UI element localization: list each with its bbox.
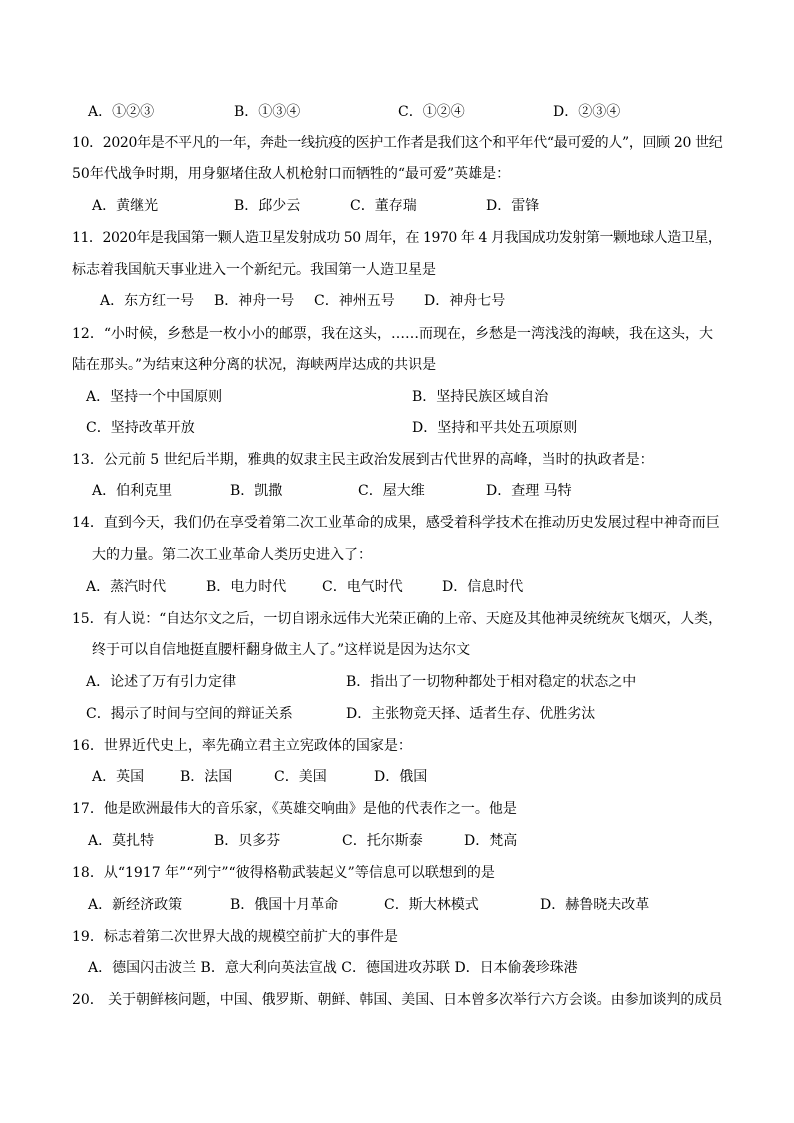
- options-line[interactable]: A．德国闪击波兰 B．意大利向英法宣战 C．德国进攻苏联 D．日本偷袭珍珠港: [88, 960, 578, 976]
- question-stem-continued: 50年代战争时期，用身躯堵住敌人机枪射口而牺牲的“最可爱”英雄是：: [72, 166, 511, 182]
- question-stem: 16．世界近代史上，率先确立君主立宪政体的国家是：: [72, 738, 412, 754]
- option-c[interactable]: C．屋大维: [358, 483, 425, 499]
- question-stem-continued: 终于可以自信地挺直腰杆翻身做主人了。”这样说是因为达尔文: [92, 642, 471, 658]
- option-d[interactable]: D．坚持和平共处五项原则: [412, 420, 578, 436]
- option-b[interactable]: B．贝多芬: [214, 833, 281, 849]
- option-a[interactable]: A．蒸汽时代: [86, 579, 167, 595]
- question-stem-continued: 标志着我国航天事业进入一个新纪元。我国第一人造卫星是: [72, 262, 436, 278]
- option-d[interactable]: D．神舟七号: [424, 293, 506, 309]
- option-c[interactable]: C．揭示了时间与空间的辩证关系: [86, 706, 293, 722]
- question-stem: 11．2020年是我国第一颗人造卫星发射成功 50 周年，在 1970 年 4 月我国成功发射第一颗地球人造卫星，: [72, 230, 722, 246]
- option-a[interactable]: A．论述了万有引力定律: [86, 674, 237, 690]
- option-b[interactable]: B．神舟一号: [214, 293, 295, 309]
- question-stem: 15．有人说：“自达尔文之后，一切自诩永远伟大光荣正确的上帝、天庭及其他神灵统统灰飞烟灭，人类，: [72, 611, 722, 627]
- option-a[interactable]: A．英国: [92, 769, 145, 785]
- option-c[interactable]: C．美国: [274, 769, 327, 785]
- option-c[interactable]: C．神州五号: [314, 293, 395, 309]
- option-d[interactable]: D．信息时代: [442, 579, 524, 595]
- question-stem: 17．他是欧洲最伟大的音乐家，《英雄交响曲》是他的代表作之一。他是: [72, 801, 517, 817]
- question-stem: 18．从“1917 年”“列宁”“彼得格勒武装起义”等信息可以联想到的是: [72, 865, 495, 881]
- question-stem-continued: 陆在那头。”为结束这种分离的状况，海峡两岸达成的共识是: [72, 357, 437, 373]
- option-d[interactable]: D．梵高: [464, 833, 518, 849]
- option-a[interactable]: A．①②③: [88, 104, 155, 120]
- question-stem: 10．2020年是不平凡的一年，奔赴一线抗疫的医护工作者是我们这个和平年代“最可爱的人”，回顾 20 世纪: [72, 135, 723, 151]
- option-c[interactable]: C．董存瑞: [350, 198, 417, 214]
- option-d[interactable]: D．主张物竞天择、适者生存、优胜劣汰: [346, 706, 596, 722]
- option-c[interactable]: C．①②④: [398, 104, 465, 120]
- option-d[interactable]: D．雷锋: [486, 198, 540, 214]
- option-a[interactable]: A．伯利克里: [92, 483, 173, 499]
- option-c[interactable]: C．托尔斯泰: [342, 833, 423, 849]
- option-b[interactable]: B．指出了一切物种都处于相对稳定的状态之中: [346, 674, 637, 690]
- question-stem: 19．标志着第二次世界大战的规模空前扩大的事件是: [72, 929, 398, 945]
- option-a[interactable]: A．坚持一个中国原则: [86, 389, 223, 405]
- option-d[interactable]: D．查理 马特: [486, 483, 572, 499]
- option-b[interactable]: B．电力时代: [206, 579, 287, 595]
- option-c[interactable]: C．坚持改革开放: [86, 420, 195, 436]
- option-b[interactable]: B．法国: [180, 769, 233, 785]
- question-stem: 20． 关于朝鲜核问题，中国、俄罗斯、朝鲜、韩国、美国、日本曾多次举行六方会谈。由参加谈判的成员: [72, 992, 723, 1008]
- option-b[interactable]: B．凯撒: [230, 483, 283, 499]
- option-a[interactable]: A．黄继光: [92, 198, 159, 214]
- question-stem: 13．公元前 5 世纪后半期，雅典的奴隶主民主政治发展到古代世界的高峰，当时的执政者是：: [72, 452, 654, 468]
- option-d[interactable]: D．②③④: [553, 104, 621, 120]
- question-stem-continued: 大的力量。第二次工业革命人类历史进入了：: [92, 547, 372, 563]
- question-stem: 14．直到今天，我们仍在享受着第二次工业革命的成果，感受着科学技术在推动历史发展过程中神奇而巨: [72, 515, 720, 531]
- option-d[interactable]: D．俄国: [374, 769, 428, 785]
- option-a[interactable]: A．莫扎特: [88, 833, 155, 849]
- option-b[interactable]: B．邱少云: [234, 198, 301, 214]
- option-c[interactable]: C．电气时代: [322, 579, 403, 595]
- option-a[interactable]: A．新经济政策: [88, 897, 183, 913]
- question-stem: 12．“小时候，乡愁是一枚小小的邮票，我在这头，……而现在，乡愁是一湾浅浅的海峡，我在这头，大: [72, 326, 713, 342]
- option-d[interactable]: D．赫鲁晓夫改革: [540, 897, 650, 913]
- option-b[interactable]: B．①③④: [234, 104, 301, 120]
- option-a[interactable]: A．东方红一号: [100, 293, 195, 309]
- option-b[interactable]: B．坚持民族区域自治: [412, 389, 549, 405]
- option-c[interactable]: C．斯大林模式: [384, 897, 479, 913]
- option-b[interactable]: B．俄国十月革命: [230, 897, 339, 913]
